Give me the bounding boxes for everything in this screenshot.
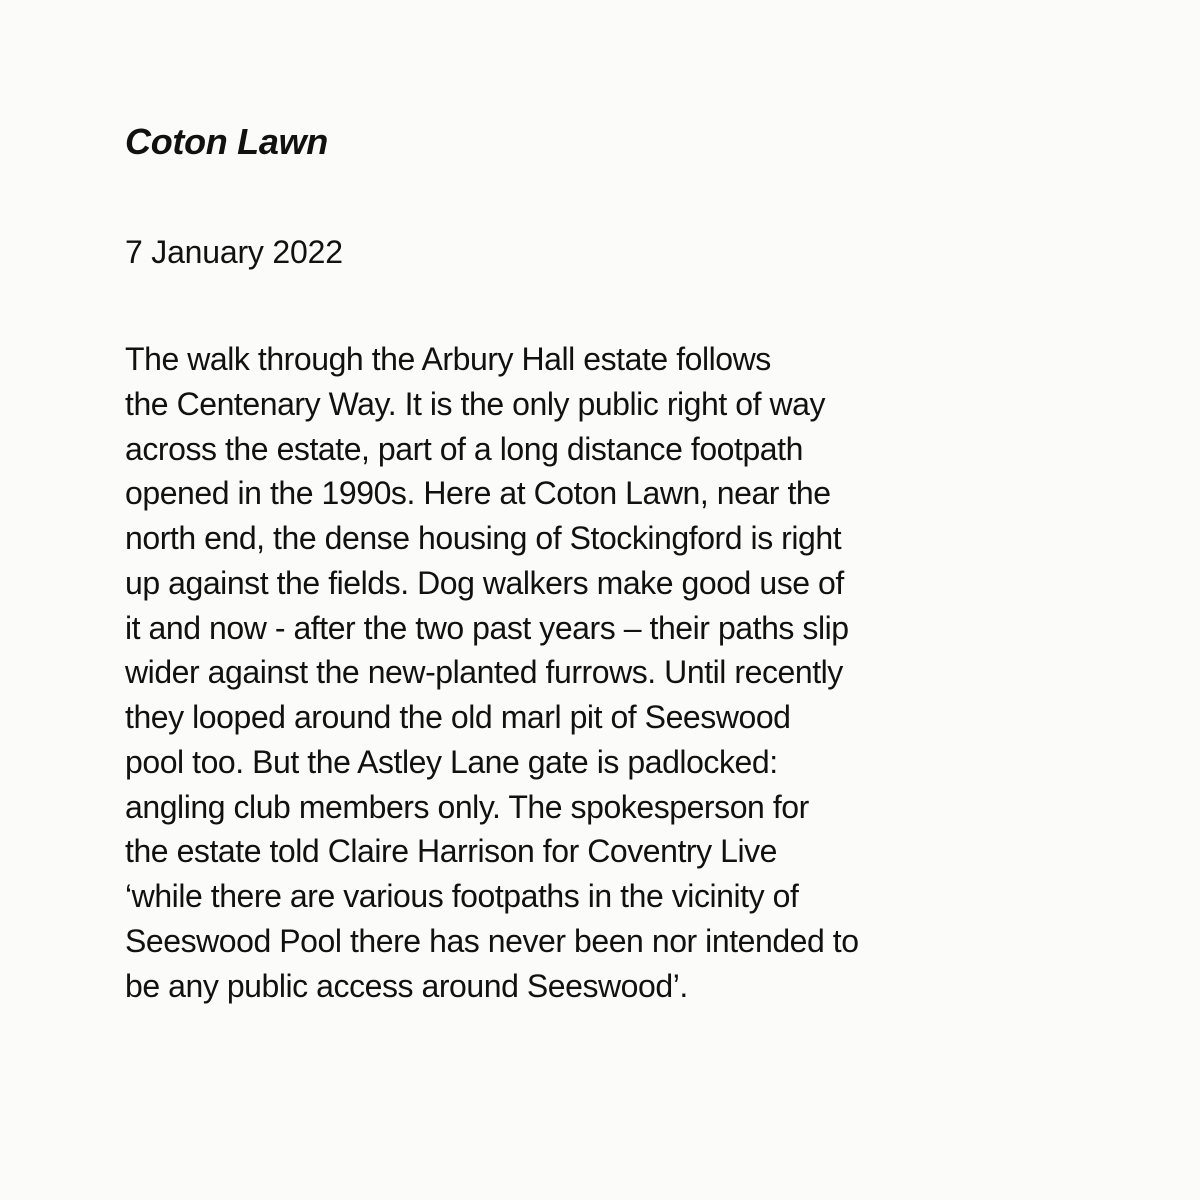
body-line: opened in the 1990s. Here at Coton Lawn, near the bbox=[125, 475, 831, 512]
body-line: The walk through the Arbury Hall estate follows bbox=[125, 341, 771, 377]
body-line: the estate told Claire Harrison for Coventry Live bbox=[125, 833, 778, 870]
document-body bbox=[125, 337, 1125, 1008]
body-line: be any public access around Seeswood’. bbox=[125, 967, 688, 1004]
body-line: it and now - after the two past years – their paths slip bbox=[125, 609, 849, 646]
body-line: pool too. But the Astley Lane gate is padlocked: bbox=[125, 743, 778, 780]
body-line: Seeswood Pool there has never been nor intended to bbox=[125, 922, 859, 959]
document-date: 7 January 2022 bbox=[125, 234, 343, 270]
body-line: angling club members only. The spokesperson for bbox=[125, 788, 809, 825]
body-line: ‘while there are various footpaths in the vicinity of bbox=[125, 878, 799, 914]
body-line: they looped around the old marl pit of Seeswood bbox=[125, 699, 791, 735]
document-title: Coton Lawn bbox=[125, 121, 328, 162]
body-line: north end, the dense housing of Stockingford is right bbox=[125, 520, 842, 556]
body-line: wider against the new-planted furrows. Until recently bbox=[125, 654, 843, 691]
body-line: the Centenary Way. It is the only public right of way bbox=[125, 385, 826, 422]
body-line: across the estate, part of a long distance footpath bbox=[125, 430, 803, 467]
body-line: up against the fields. Dog walkers make good use of bbox=[125, 564, 844, 601]
